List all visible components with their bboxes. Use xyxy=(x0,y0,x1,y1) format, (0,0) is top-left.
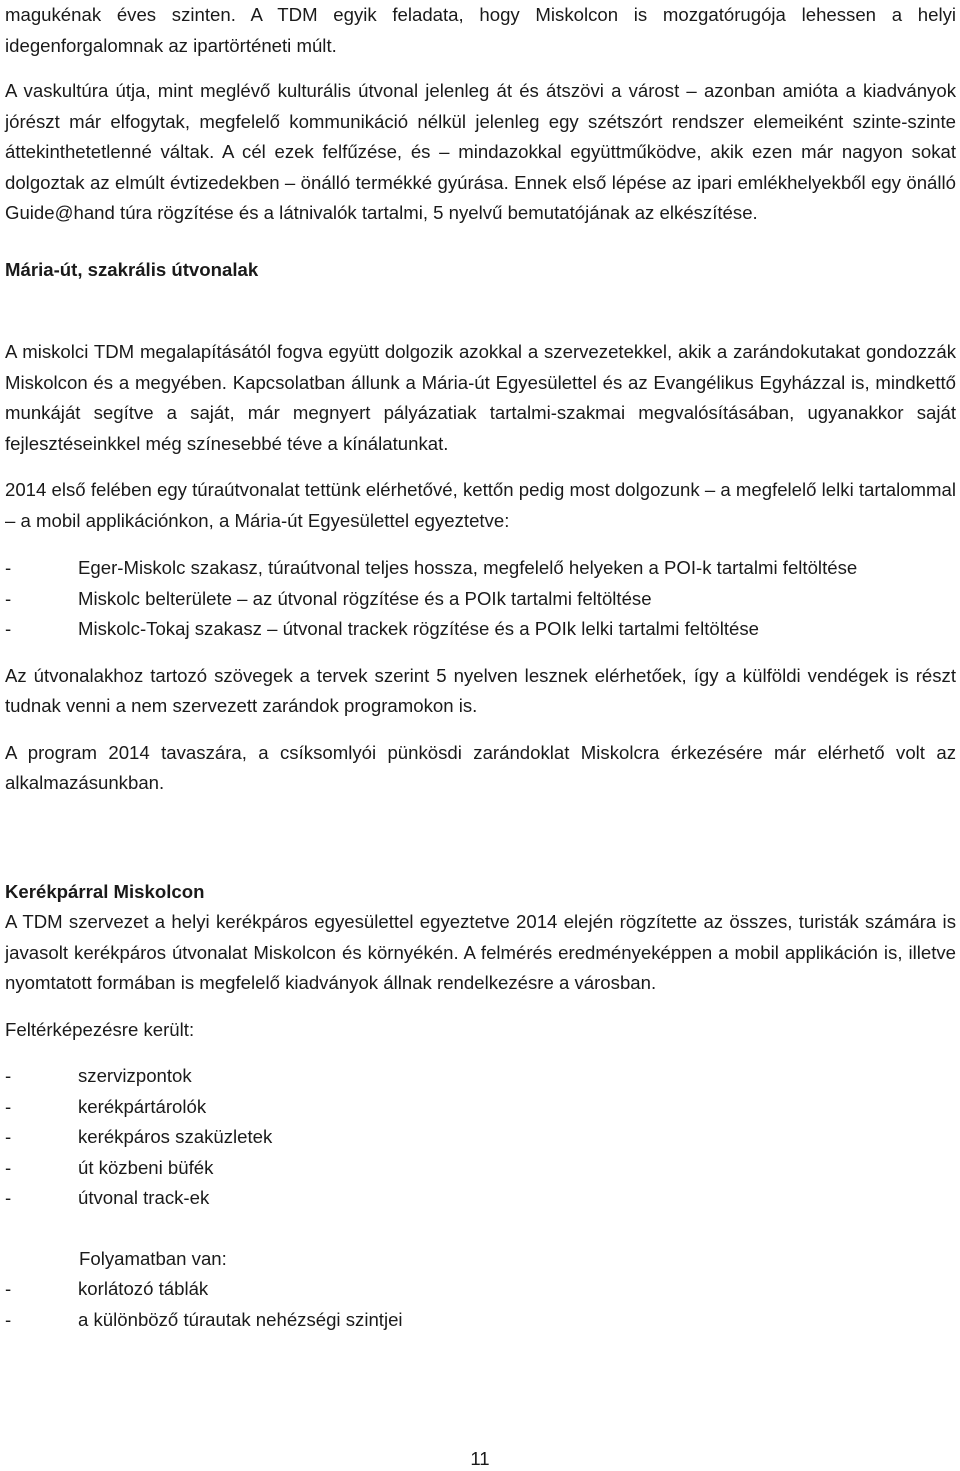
list-item xyxy=(5,553,956,584)
list-item-text: a különböző túrautak nehézségi szintjei xyxy=(78,1308,403,1330)
page-number: 11 xyxy=(470,1448,490,1469)
maria-route-list xyxy=(5,553,956,645)
heading-maria-ut: Mária-út, szakrális útvonalak xyxy=(5,258,259,280)
dash-bullet: - xyxy=(5,618,12,639)
list-item xyxy=(5,1183,956,1214)
paragraph-maria-1: A miskolci TDM megalapításától fogva együtt dolgozik azokkal a szervezetekkel, akik a zarándokutakat gondozzák Miskolcon és a megyében. Kapcsolatban állunk a Mária-út Egyesülettel és az Evangélikus Egyházzal is, mindkettő munkáját segítve a saját, már megnyert pályázatiak tartalmi-szakmai megvalósításában, ugyanakkor saját fejlesztéseinkkel még színesebbé téve a kínálatunkat. xyxy=(5,341,956,454)
dash-bullet: - xyxy=(5,1126,12,1147)
list-item xyxy=(5,1092,956,1123)
in-progress-label: Folyamatban van: xyxy=(79,1247,227,1269)
dash-bullet: - xyxy=(5,1187,12,1208)
list-item xyxy=(5,1153,956,1184)
in-progress-list xyxy=(5,1274,956,1335)
paragraph-maria-3: Az útvonalakhoz tartozó szövegek a tervek szerint 5 nyelven lesznek elérhetőek, így a külföldi vendégek is részt tudnak venni a nem szervezett zarándok programokon is. xyxy=(5,664,956,716)
list-item-text: útvonal track-ek xyxy=(78,1187,210,1208)
list-item-text: szervizpontok xyxy=(78,1065,192,1086)
list-item xyxy=(5,584,956,615)
paragraph-maria-2: 2014 első felében egy túraútvonalat tettünk elérhetővé, kettőn pedig most dolgozunk – a megfelelő lelki tartalommal – a mobil applikációnkon, a Mária-út Egyesülettel egyeztetve: xyxy=(5,479,956,531)
list-item xyxy=(5,1305,956,1336)
list-item-text: korlátozó táblák xyxy=(78,1278,209,1299)
mapped-label: Feltérképezésre került: xyxy=(5,1018,195,1040)
list-item-text: kerékpáros szaküzletek xyxy=(78,1126,273,1147)
list-item xyxy=(5,614,956,645)
dash-bullet: - xyxy=(5,1278,12,1299)
dash-bullet: - xyxy=(5,557,12,578)
dash-bullet: - xyxy=(5,1156,12,1178)
dash-bullet: - xyxy=(5,1095,12,1117)
paragraph-vaskultura: A vaskultúra útja, mint meglévő kulturális útvonal jelenleg át és átszövi a várost – azonban amióta a kiadványok jórészt már elfogytak, megfelelő kommunikáció nélkül jelenleg egy szétszórt rendszer elemeiként szinte-szinte áttekinthetetlenné váltak. A cél ezek felfűzése, és – mindazokkal együttműködve, akik ezen már nagyon sokat dolgoztak az elmúlt évtizedekben – önálló termékké gyúrása. Ennek első lépése az ipari emlékhelyekből egy önálló Guide@hand túra rögzítése és a látnivalók tartalmi, 5 nyelvű bemutatójának az elkészítése. xyxy=(5,80,956,223)
list-item-text: Miskolc-Tokaj szakasz – útvonal trackek rögzítése és a POIk lelki tartalmi feltöltése xyxy=(78,618,759,639)
mapped-list xyxy=(5,1061,956,1214)
intro-line-2: idegenforgalomnak az ipartörténeti múlt. xyxy=(5,34,337,56)
list-item xyxy=(5,1122,956,1153)
intro-line-1: magukénak éves szinten. A TDM egyik feladata, hogy Miskolcon is mozgatórugója lehessen a helyi xyxy=(5,4,956,25)
paragraph-bike-1: A TDM szervezet a helyi kerékpáros egyesülettel egyeztetve 2014 elején rögzítette az összes, turisták számára is javasolt kerékpáros útvonalat Miskolcon és környékén. A felmérés eredményeképpen a mobil applikáción is, illetve nyomtatott formában is megfelelő kiadványok állnak rendelkezésre a városban. xyxy=(5,911,956,993)
dash-bullet: - xyxy=(5,587,12,609)
list-item xyxy=(5,1274,956,1305)
dash-bullet: - xyxy=(5,1308,12,1330)
list-item xyxy=(5,1061,956,1092)
document-page xyxy=(5,0,956,1335)
list-item-text: út közbeni büfék xyxy=(78,1156,214,1178)
heading-kerekparral: Kerékpárral Miskolcon xyxy=(5,880,205,902)
list-item-text: kerékpártárolók xyxy=(78,1095,207,1117)
list-item-text: Miskolc belterülete – az útvonal rögzítése és a POIk tartalmi feltöltése xyxy=(78,587,652,609)
paragraph-maria-4: A program 2014 tavaszára, a csíksomlyói pünkösdi zarándoklat Miskolcra érkezésére már elérhető volt az alkalmazásunkban. xyxy=(5,741,956,793)
dash-bullet: - xyxy=(5,1065,12,1086)
list-item-text: Eger-Miskolc szakasz, túraútvonal teljes hossza, megfelelő helyeken a POI-k tartalmi feltöltése xyxy=(78,557,858,578)
